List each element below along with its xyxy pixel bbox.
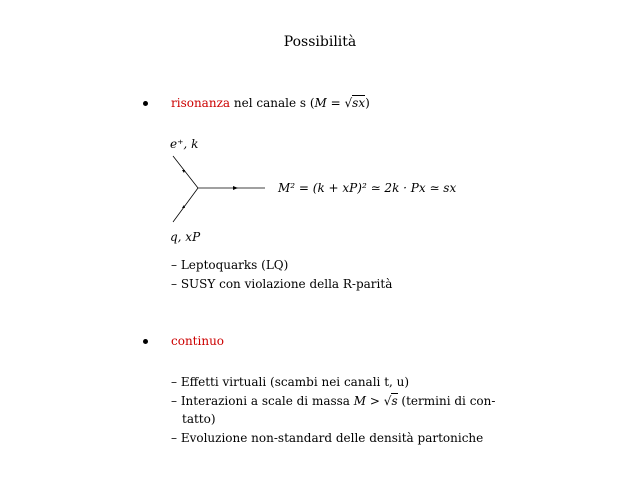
diagram-label-bottom: q, xP	[170, 230, 201, 244]
list-item-interazioni-cont: tatto)	[182, 412, 216, 426]
incoming-electron-line	[173, 156, 198, 188]
sqrt-argument-2: s	[391, 394, 398, 408]
arrow-resonance	[233, 186, 238, 190]
interazioni-text: – Interazioni a scale di massa	[171, 394, 350, 408]
sqrt-symbol-2: √	[383, 394, 392, 408]
bullet-1-line	[171, 96, 370, 110]
sqrt-argument: sx	[352, 96, 366, 110]
sqrt-symbol: √	[344, 96, 353, 110]
formula-eq: =	[326, 96, 345, 110]
feynman-diagram	[165, 148, 275, 228]
list-item-interazioni	[171, 394, 495, 408]
bullet-1-text: nel canale s (	[233, 96, 315, 110]
incoming-quark-line	[173, 188, 198, 222]
list-item-susy: – SUSY con violazione della R-parità	[171, 277, 393, 291]
arrow-electron	[182, 170, 185, 173]
list-item-evoluzione: – Evoluzione non-standard delle densità partoniche	[171, 431, 484, 445]
mass-equation: M² = (k + xP)² ≃ 2k · Px ≃ sx	[278, 181, 457, 195]
interazioni-math: M >	[353, 394, 384, 408]
list-item-leptoquarks: – Leptoquarks (LQ)	[171, 258, 289, 272]
bullet-dot-2	[143, 339, 148, 344]
formula-m: M	[314, 96, 327, 110]
slide-title: Possibilità	[283, 34, 357, 50]
diagram-label-top: e⁺, k	[170, 137, 199, 151]
close-paren: )	[365, 96, 370, 110]
list-item-effetti-virtuali: – Effetti virtuali (scambi nei canali t, u)	[171, 375, 410, 389]
keyword-continuo: continuo	[171, 334, 225, 348]
bullet-dot-1	[143, 101, 148, 106]
keyword-risonanza: risonanza	[171, 96, 231, 110]
interazioni-tail: (termini di con-	[397, 394, 496, 408]
